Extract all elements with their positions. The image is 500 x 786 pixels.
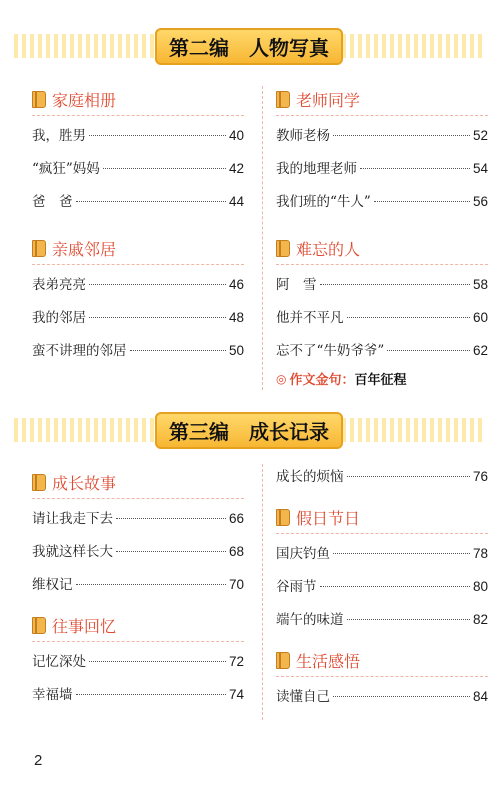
golden-sentence-label: 作文金句： bbox=[289, 373, 355, 388]
entry-title: 爸 爸 bbox=[32, 194, 73, 210]
book-icon bbox=[32, 240, 46, 257]
leader-dots bbox=[76, 584, 226, 585]
entry-page: 58 bbox=[472, 277, 488, 292]
toc-entry[interactable] bbox=[32, 157, 244, 190]
page-number: 2 bbox=[34, 752, 43, 769]
entry-title: 幸福墙 bbox=[32, 687, 73, 703]
entry-title: “疯狂”妈妈 bbox=[32, 161, 100, 177]
section-divider bbox=[276, 533, 488, 534]
leader-dots bbox=[347, 619, 470, 620]
column-divider bbox=[262, 464, 263, 720]
section-title: 家庭相册 bbox=[52, 90, 117, 110]
part3-left-column bbox=[32, 469, 244, 716]
entry-page: 54 bbox=[472, 161, 488, 176]
leader-dots bbox=[320, 586, 470, 587]
section-title: 假日节日 bbox=[296, 508, 361, 528]
section-header bbox=[32, 235, 244, 261]
entry-title: 记忆深处 bbox=[32, 654, 86, 670]
toc-section bbox=[32, 469, 244, 606]
entry-title: 成长的烦恼 bbox=[276, 469, 344, 485]
book-icon bbox=[276, 652, 290, 669]
toc-entry[interactable] bbox=[276, 608, 488, 641]
toc-entry[interactable] bbox=[276, 465, 488, 498]
entry-title: 我们班的“牛人” bbox=[276, 194, 371, 210]
leader-dots bbox=[130, 350, 226, 351]
entry-page: 70 bbox=[228, 577, 244, 592]
toc-entry[interactable] bbox=[32, 540, 244, 573]
toc-entry[interactable] bbox=[32, 507, 244, 540]
toc-entry[interactable] bbox=[32, 339, 244, 372]
entry-page: 40 bbox=[228, 128, 244, 143]
toc-entry[interactable] bbox=[32, 306, 244, 339]
book-icon bbox=[276, 91, 290, 108]
leader-dots bbox=[89, 135, 226, 136]
part2-left-column bbox=[32, 86, 244, 372]
toc-entry[interactable] bbox=[32, 683, 244, 716]
leader-dots bbox=[320, 284, 470, 285]
section-header bbox=[32, 612, 244, 638]
entry-page: 60 bbox=[472, 310, 488, 325]
part2-banner bbox=[14, 28, 484, 64]
leader-dots bbox=[89, 284, 226, 285]
section-divider bbox=[32, 641, 244, 642]
toc-entry[interactable] bbox=[276, 306, 488, 339]
entry-title: 我的邻居 bbox=[32, 310, 86, 326]
entry-title: 我，胜男 bbox=[32, 128, 86, 144]
leader-dots bbox=[374, 201, 470, 202]
section-title: 往事回忆 bbox=[52, 616, 117, 636]
entry-page: 84 bbox=[472, 689, 488, 704]
entry-title: 国庆钓鱼 bbox=[276, 546, 330, 562]
section-title: 生活感悟 bbox=[296, 651, 361, 671]
entry-page: 74 bbox=[228, 687, 244, 702]
leader-dots bbox=[347, 317, 470, 318]
section-header bbox=[276, 86, 488, 112]
section-header bbox=[276, 647, 488, 673]
section-title: 成长故事 bbox=[52, 473, 117, 493]
toc-entry[interactable] bbox=[32, 273, 244, 306]
leader-dots bbox=[76, 201, 226, 202]
entry-title: 谷雨节 bbox=[276, 579, 317, 595]
entry-title: 表弟亮亮 bbox=[32, 277, 86, 293]
part3-banner bbox=[14, 412, 484, 448]
entry-title: 忘不了“牛奶爷爷” bbox=[276, 343, 385, 359]
part2-right-column bbox=[276, 86, 488, 372]
book-icon bbox=[276, 240, 290, 257]
toc-entry[interactable] bbox=[276, 124, 488, 157]
leader-dots bbox=[347, 476, 470, 477]
entry-page: 62 bbox=[472, 343, 488, 358]
toc-entry[interactable] bbox=[276, 273, 488, 306]
leader-dots bbox=[333, 696, 470, 697]
leader-dots bbox=[103, 168, 226, 169]
book-icon bbox=[32, 91, 46, 108]
section-header bbox=[276, 235, 488, 261]
toc-entry[interactable] bbox=[32, 124, 244, 157]
entry-page: 66 bbox=[228, 511, 244, 526]
book-icon bbox=[32, 617, 46, 634]
part3-right-column bbox=[276, 465, 488, 718]
entry-title: 教师老杨 bbox=[276, 128, 330, 144]
entry-page: 42 bbox=[228, 161, 244, 176]
section-divider bbox=[32, 498, 244, 499]
entry-page: 46 bbox=[228, 277, 244, 292]
entry-page: 52 bbox=[472, 128, 488, 143]
toc-entry[interactable] bbox=[32, 190, 244, 223]
toc-section bbox=[276, 647, 488, 718]
leader-dots bbox=[76, 694, 226, 695]
golden-sentence[interactable] bbox=[276, 369, 407, 388]
section-header bbox=[32, 469, 244, 495]
part2-banner-title: 第二编 人物写真 bbox=[155, 28, 343, 65]
leader-dots bbox=[333, 135, 470, 136]
entry-title: 阿 雪 bbox=[276, 277, 317, 293]
toc-entry[interactable] bbox=[276, 339, 488, 372]
leader-dots bbox=[116, 551, 226, 552]
section-divider bbox=[276, 264, 488, 265]
entry-page: 50 bbox=[228, 343, 244, 358]
entry-page: 76 bbox=[472, 469, 488, 484]
section-title: 老师同学 bbox=[296, 90, 361, 110]
entry-title: 我的地理老师 bbox=[276, 161, 357, 177]
entry-title: 读懂自己 bbox=[276, 689, 330, 705]
entry-title: 蛮不讲理的邻居 bbox=[32, 343, 127, 359]
leader-dots bbox=[333, 553, 470, 554]
leader-dots bbox=[360, 168, 470, 169]
entry-page: 56 bbox=[472, 194, 488, 209]
section-divider bbox=[32, 115, 244, 116]
leader-dots bbox=[387, 350, 470, 351]
toc-section bbox=[32, 86, 244, 223]
golden-sentence-value: 百年征程 bbox=[354, 373, 407, 388]
toc-entry[interactable] bbox=[276, 685, 488, 718]
section-title: 难忘的人 bbox=[296, 239, 361, 259]
section-divider bbox=[276, 676, 488, 677]
circle-bullet-icon: ◎ bbox=[276, 371, 287, 386]
section-title: 亲戚邻居 bbox=[52, 239, 117, 259]
section-divider bbox=[32, 264, 244, 265]
part3-banner-title: 第三编 成长记录 bbox=[155, 412, 343, 449]
entry-title: 端午的味道 bbox=[276, 612, 344, 628]
entry-page: 68 bbox=[228, 544, 244, 559]
toc-entry[interactable] bbox=[276, 575, 488, 608]
toc-entry[interactable] bbox=[276, 542, 488, 575]
toc-entry[interactable] bbox=[32, 650, 244, 683]
section-divider bbox=[276, 115, 488, 116]
leader-dots bbox=[116, 518, 226, 519]
entry-title: 维权记 bbox=[32, 577, 73, 593]
leader-dots bbox=[89, 317, 226, 318]
entry-page: 78 bbox=[472, 546, 488, 561]
book-icon bbox=[32, 474, 46, 491]
toc-section bbox=[276, 86, 488, 223]
toc-section bbox=[32, 612, 244, 716]
section-header bbox=[276, 504, 488, 530]
entry-page: 48 bbox=[228, 310, 244, 325]
entry-page: 82 bbox=[472, 612, 488, 627]
entry-page: 72 bbox=[228, 654, 244, 669]
book-icon bbox=[276, 509, 290, 526]
column-divider bbox=[262, 86, 263, 390]
toc-section bbox=[276, 235, 488, 372]
toc-entry[interactable] bbox=[32, 573, 244, 606]
toc-entry[interactable] bbox=[276, 157, 488, 190]
entry-title: 他并不平凡 bbox=[276, 310, 344, 326]
toc-section bbox=[276, 504, 488, 641]
toc-entry[interactable] bbox=[276, 190, 488, 223]
entry-title: 请让我走下去 bbox=[32, 511, 113, 527]
section-header bbox=[32, 86, 244, 112]
entry-page: 80 bbox=[472, 579, 488, 594]
toc-section bbox=[32, 235, 244, 372]
leader-dots bbox=[89, 661, 226, 662]
entry-title: 我就这样长大 bbox=[32, 544, 113, 560]
entry-page: 44 bbox=[228, 194, 244, 209]
